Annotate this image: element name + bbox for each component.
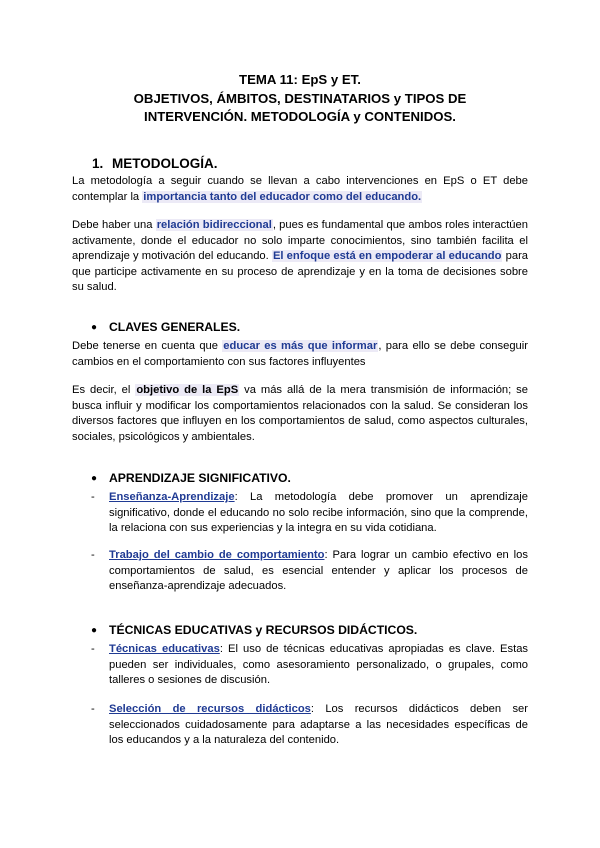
text-run: para que participe activamente en su proceso de aprendizaje y en la toma de decisiones sobre su salud.: [72, 250, 529, 293]
text-run: , para ello se debe conseguir cambios en el comportamiento con sus factores influyentes: [72, 340, 528, 368]
bullet-icon: ●: [91, 322, 98, 333]
list-item-tecnicas: [91, 642, 528, 689]
list-item-text: : Para lograr un cambio efectivo en los comportamientos de salud, es esencial entender y aplicar los procesos de enseñanza-aprendizaje adecuados.: [109, 549, 528, 592]
list-item-term: Enseñanza-Aprendizaje: [109, 491, 235, 503]
highlight-text: relación bidireccional: [156, 219, 272, 231]
list-item-recursos: [91, 702, 528, 749]
claves-paragraph-2: [72, 383, 528, 445]
text-run: Debe tenerse en cuenta que: [72, 340, 223, 352]
bullet-heading-text: APRENDIZAJE SIGNIFICATIVO.: [109, 471, 291, 485]
dash-marker: -: [91, 549, 95, 561]
claves-paragraph-1: [72, 339, 528, 370]
dash-marker: -: [91, 643, 95, 655]
section-title: METODOLOGÍA.: [112, 156, 218, 171]
highlight-text: objetivo de la EpS: [136, 384, 239, 396]
section-heading-metodologia: [92, 156, 218, 171]
text-run: , pues es fundamental que ambos roles interactúen activamente, donde el educador no solo imparte conocimientos, sino también facilita el aprendizaje y motivación del educando.: [72, 219, 528, 262]
list-item-term: Trabajo del cambio de comportamiento: [109, 549, 325, 561]
list-item-term: Selección de recursos didácticos: [109, 703, 311, 715]
title-line-3: INTERVENCIÓN. METODOLOGÍA y CONTENIDOS.: [144, 109, 456, 124]
title-line-1: TEMA 11: EpS y ET.: [239, 72, 361, 87]
text-run: Debe haber una: [72, 219, 156, 231]
list-item-term: Técnicas educativas: [109, 643, 220, 655]
highlight-text: El enfoque está en empoderar al educando: [272, 250, 502, 262]
list-item-cambio-comportamiento: [91, 548, 528, 595]
bullet-heading-text: CLAVES GENERALES.: [109, 320, 241, 334]
title-line-2: OBJETIVOS, ÁMBITOS, DESTINATARIOS y TIPOS DE: [133, 90, 467, 106]
bullet-heading-aprendizaje: [91, 471, 291, 485]
text-run: va más allá de la mera transmisión de información; se busca influir y modificar los comportamientos relacionados con la salud. Se consideran los diversos factores que influyen en los comportamientos de salud, como aspectos culturales, sociales, psicológicos y ambientales.: [72, 384, 529, 443]
text-run: La metodología a seguir cuando se llevan a cabo intervenciones en EpS o ET debe contemplar la: [72, 175, 528, 203]
list-item-ensenanza: [91, 490, 528, 537]
bullet-icon: ●: [91, 473, 98, 484]
section-number: 1.: [92, 156, 104, 171]
list-item-text: : El uso de técnicas educativas apropiadas es clave. Estas pueden ser individuales, como asesoramiento personalizado, o grupales, como talleres o sesiones de discusión.: [109, 643, 529, 686]
bullet-icon: ●: [91, 625, 98, 636]
metodologia-paragraph-1: [72, 174, 528, 205]
list-item-text: : Los recursos didácticos deben ser seleccionados cuidadosamente para adaptarse a las necesidades específicas de los educandos y a la naturaleza del contenido.: [109, 703, 528, 746]
bullet-heading-text: TÉCNICAS EDUCATIVAS y RECURSOS DIDÁCTICOS.: [109, 623, 418, 637]
bullet-heading-claves: [91, 320, 240, 334]
text-run: Es decir, el: [72, 384, 136, 396]
highlight-text: educar es más que informar: [223, 340, 378, 352]
metodologia-paragraph-2: [72, 218, 528, 296]
document-title: [60, 71, 540, 127]
list-item-text: : La metodología debe promover un aprendizaje significativo, donde el educando no solo recibe información, sino que la comprende, la relaciona con sus experiencias y la integra en su vida cotidiana.: [109, 491, 528, 534]
dash-marker: -: [91, 703, 95, 715]
highlight-text: importancia tanto del educador como del educando.: [143, 190, 422, 203]
dash-marker: -: [91, 491, 95, 503]
bullet-heading-tecnicas: [91, 623, 417, 637]
